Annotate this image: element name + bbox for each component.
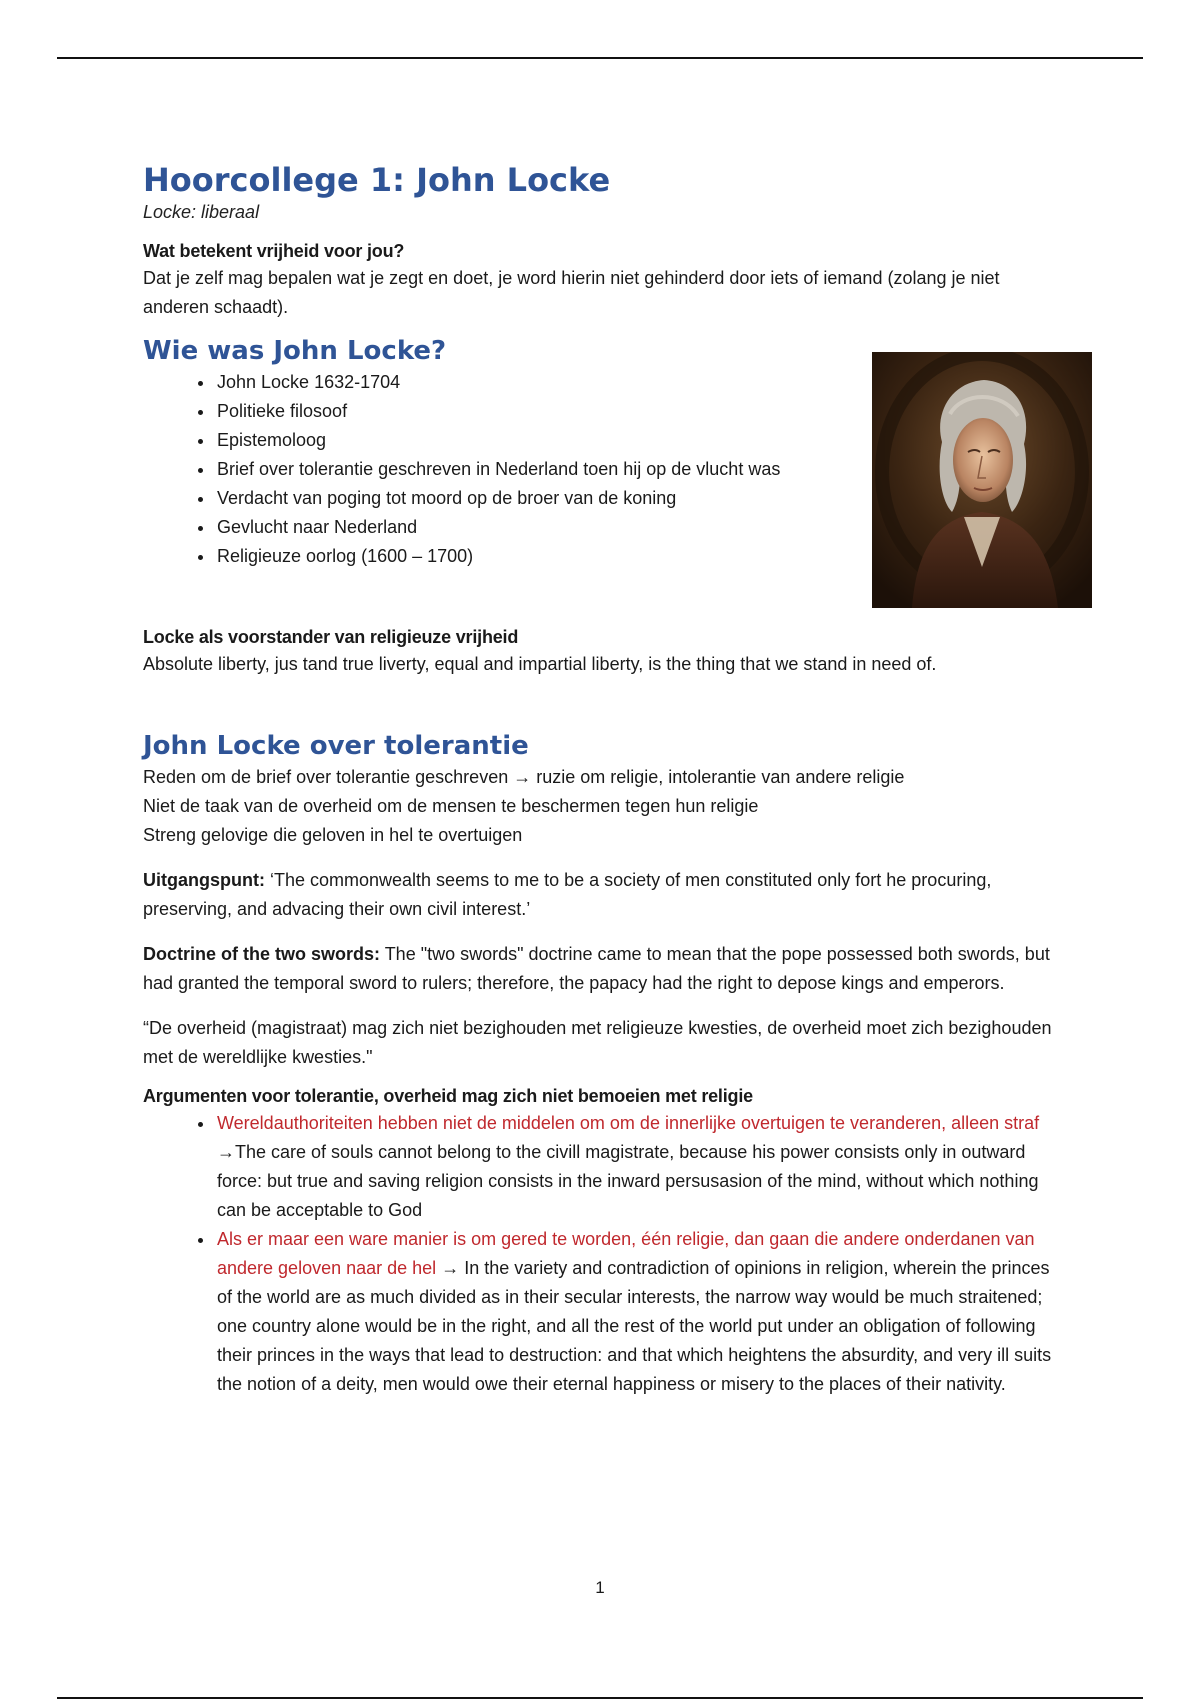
tolerance-line: Niet de taak van de overheid om de mensen te beschermen tegen hun religie xyxy=(143,796,759,816)
uitgangspunt-text: ‘The commonwealth seems to me to be a society of men constituted only fort he procuring, preserving, and advacing their own civil interest.’ xyxy=(143,870,992,919)
heading-tolerance: John Locke over tolerantie xyxy=(143,731,529,761)
doctrine-paragraph xyxy=(143,940,1063,998)
tolerance-line: Streng gelovige die geloven in hel te overtuigen xyxy=(143,825,523,845)
list-item: • Brief over tolerantie geschreven in Nederland toen hij op de vlucht was xyxy=(215,455,1063,484)
document-page xyxy=(143,160,1063,1399)
list-item: • Religieuze oorlog (1600 – 1700) xyxy=(215,542,1063,571)
list-item: • Epistemoloog xyxy=(215,426,1063,455)
doctrine-text: The "two swords" doctrine came to mean that the pope possessed both swords, but had granted the temporal sword to rulers; therefore, the papacy had the right to depose kings and emperors. xyxy=(143,944,1050,993)
uitgangspunt-paragraph xyxy=(143,866,1063,924)
list-item: • Gevlucht naar Nederland xyxy=(215,513,1063,542)
page-title: Hoorcollege 1: John Locke xyxy=(143,161,611,199)
argument-text: → In the variety and contradiction of opinions in religion, wherein the princes of the world are as much divided as in their secular interests, the narrow way would be much straitened; one country alone would be in the right, and all the rest of the world put under an obligation of following their princes in the ways that lead to destruction: and that which heightens the absurdity, and very ill suits the notion of a deity, men would owe their eternal happiness or misery to the places of their nativity. xyxy=(217,1258,1052,1394)
heading-who-was-locke: Wie was John Locke? xyxy=(143,336,447,366)
question-freedom: Wat betekent vrijheid voor jou? xyxy=(143,241,405,261)
liberty-quote: Absolute liberty, jus tand true liverty, equal and impartial liberty, is the thing that we stand in need of. xyxy=(143,654,937,674)
list-item: • Politieke filosoof xyxy=(215,397,1063,426)
list-item: • John Locke 1632-1704 xyxy=(215,368,1063,397)
argument-item xyxy=(215,1109,1063,1225)
argument-item xyxy=(215,1225,1063,1399)
tolerance-line: Reden om de brief over tolerantie geschreven → ruzie om religie, intolerantie van andere religie xyxy=(143,767,905,787)
list-item: • Verdacht van poging tot moord op de broer van de koning xyxy=(215,484,1063,513)
john-locke-portrait xyxy=(872,352,1092,608)
heading-religious-freedom: Locke als voorstander van religieuze vrijheid xyxy=(143,627,519,647)
uitgangspunt-label: Uitgangspunt: xyxy=(143,870,265,890)
footer-rule xyxy=(57,1697,1143,1699)
argument-red-text: Wereldauthoriteiten hebben niet de middelen om om de innerlijke overtuigen te veranderen, alleen straf xyxy=(217,1113,1040,1133)
page-number: 1 xyxy=(595,1578,605,1597)
government-quote: “De overheid (magistraat) mag zich niet bezighouden met religieuze kwesties, de overheid moet zich bezighouden met de wereldlijke kwesties." xyxy=(143,1018,1052,1067)
answer-freedom: Dat je zelf mag bepalen wat je zegt en doet, je word hierin niet gehinderd door iets of iemand (zolang je niet anderen schaadt). xyxy=(143,268,1000,317)
subtitle: Locke: liberaal xyxy=(143,202,260,222)
arguments-list xyxy=(143,1109,1063,1399)
doctrine-label: Doctrine of the two swords: xyxy=(143,944,381,964)
argument-text: →The care of souls cannot belong to the civill magistrate, because his power consists only in outward force: but true and saving religion consists in the inward persusasion of the mind, without which nothing can be acceptable to God xyxy=(217,1142,1039,1220)
heading-arguments: Argumenten voor tolerantie, overheid mag zich niet bemoeien met religie xyxy=(143,1086,753,1106)
argument-red-text: Als er maar een ware manier is om gered te worden, één religie, dan gaan die andere onderdanen van andere geloven naar de hel xyxy=(217,1229,1035,1278)
header-rule xyxy=(57,57,1143,59)
